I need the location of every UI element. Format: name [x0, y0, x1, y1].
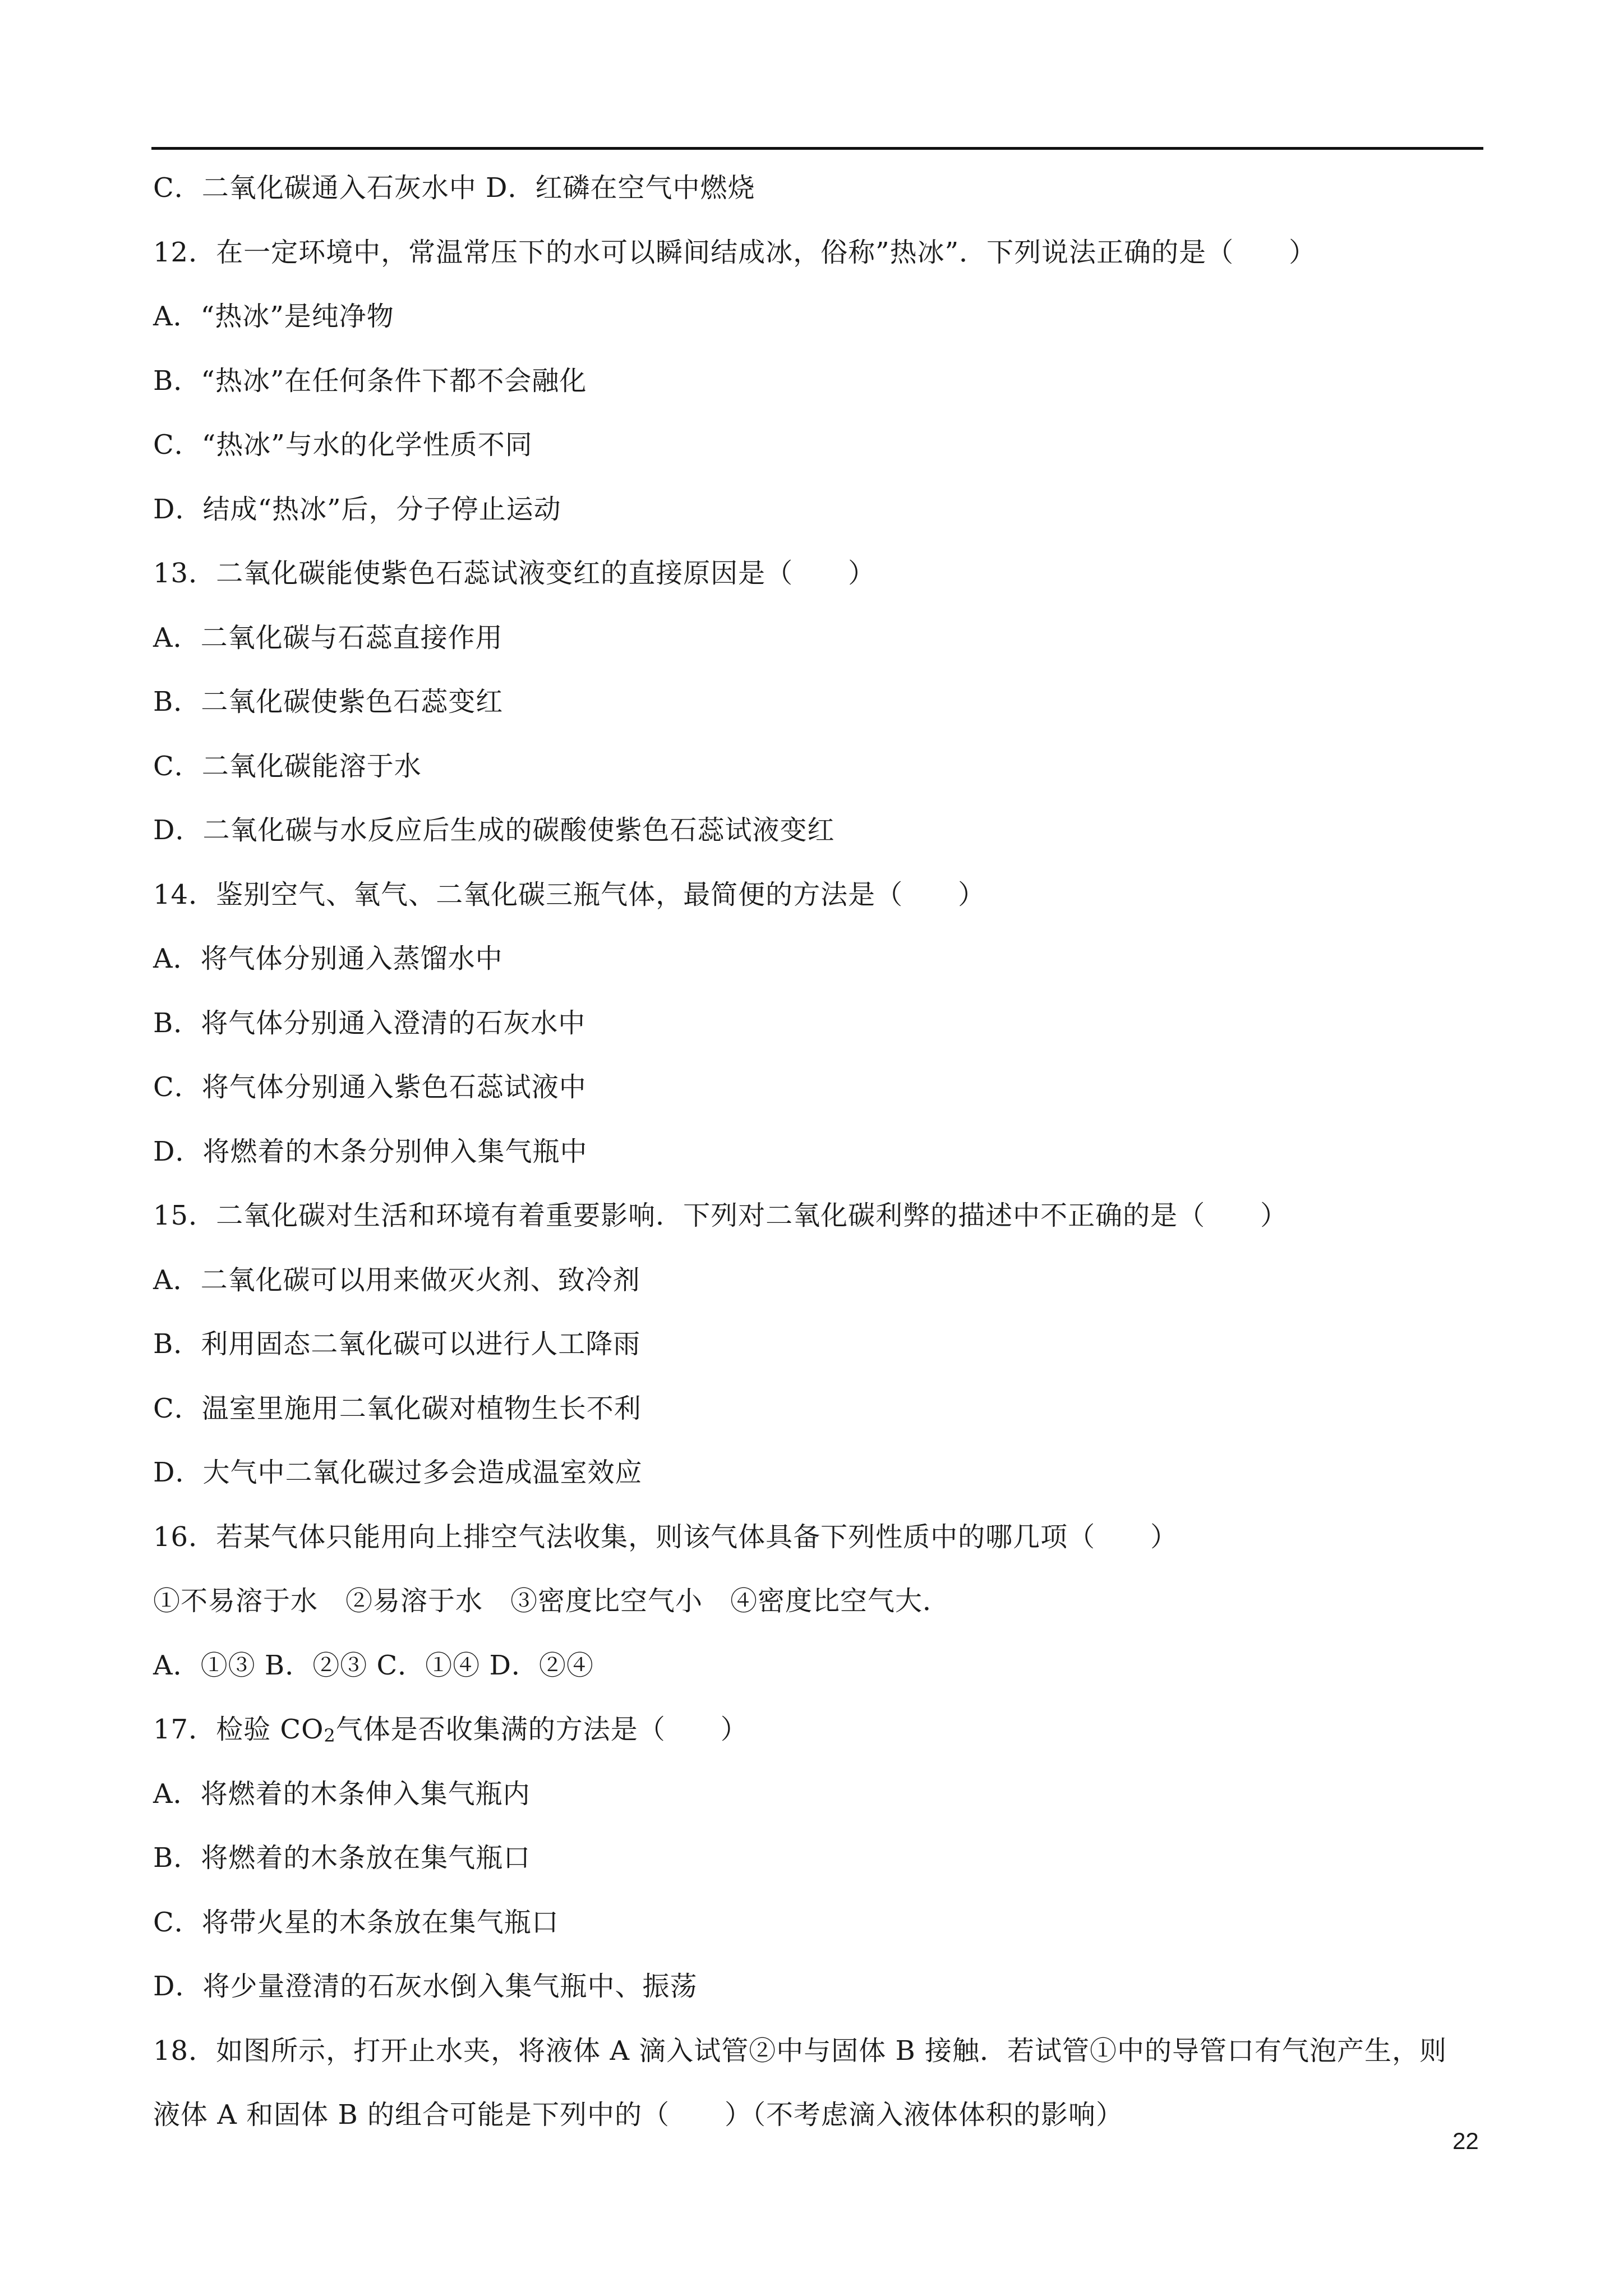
question-18-continued: 液体 A 和固体 B 的组合可能是下列中的（ ）（不考虑滴入液体体积的影响） [153, 2099, 1123, 2131]
question-17-text: 气体是否收集满的方法是（ ） [335, 1714, 748, 1745]
option-line: C．二氧化碳能溶于水 [153, 751, 422, 782]
option-line: D．二氧化碳与水反应后生成的碳酸使紫色石蕊试液变红 [153, 815, 835, 846]
subscript: 2 [324, 1725, 336, 1746]
question-17 [153, 1713, 748, 1752]
option-line: D．将少量澄清的石灰水倒入集气瓶中、振荡 [153, 1971, 698, 2002]
option-line: A．将气体分别通入蒸馏水中 [153, 943, 503, 974]
option-line: C．温室里施用二氧化碳对植物生长不利 [153, 1393, 642, 1424]
page-number: 22 [1453, 2128, 1479, 2154]
property-list: ①不易溶于水 ②易溶于水 ③密度比空气小 ④密度比空气大． [153, 1585, 951, 1617]
option-line: A．①③ B．②③ C．①④ D．②④ [153, 1650, 594, 1681]
option-line: C．“热冰”与水的化学性质不同 [153, 429, 533, 461]
question-18: 18．如图所示，打开止水夹，将液体 A 滴入试管②中与固体 B 接触．若试管①中的导管口有气泡产生，则 [153, 2035, 1447, 2067]
option-line: D．大气中二氧化碳过多会造成温室效应 [153, 1457, 643, 1488]
option-line: B．将燃着的木条放在集气瓶口 [153, 1842, 531, 1874]
option-line: D．将燃着的木条分别伸入集气瓶中 [153, 1136, 588, 1167]
question-16: 16．若某气体只能用向上排空气法收集，则该气体具备下列性质中的哪几项（ ） [153, 1521, 1178, 1553]
option-line: B．将气体分别通入澄清的石灰水中 [153, 1007, 586, 1039]
option-line: D．结成“热冰”后，分子停止运动 [153, 494, 561, 525]
question-15: 15．二氧化碳对生活和环境有着重要影响．下列对二氧化碳利弊的描述中不正确的是（ ） [153, 1200, 1288, 1231]
option-line: A．“热冰”是纯净物 [153, 301, 394, 332]
option-line: A．二氧化碳可以用来做灭火剂、致冷剂 [153, 1264, 640, 1296]
option-line: B．二氧化碳使紫色石蕊变红 [153, 686, 504, 717]
option-line: C．将带火星的木条放在集气瓶口 [153, 1907, 559, 1938]
question-13: 13．二氧化碳能使紫色石蕊试液变红的直接原因是（ ） [153, 558, 876, 589]
option-line: C．二氧化碳通入石灰水中 D．红磷在空气中燃烧 [153, 172, 755, 204]
question-12: 12．在一定环境中，常温常压下的水可以瞬间结成冰，俗称”热冰”．下列说法正确的是（ ） [153, 237, 1317, 268]
option-line: C．将气体分别通入紫色石蕊试液中 [153, 1071, 587, 1103]
header-rule [151, 147, 1483, 150]
question-14: 14．鉴别空气、氧气、二氧化碳三瓶气体，最简便的方法是（ ） [153, 879, 986, 910]
option-line: A．二氧化碳与石蕊直接作用 [153, 622, 503, 654]
option-line: B．利用固态二氧化碳可以进行人工降雨 [153, 1328, 641, 1360]
option-line: A．将燃着的木条伸入集气瓶内 [153, 1778, 531, 1810]
question-17-text: 17．检验 CO [153, 1714, 324, 1745]
option-line: B．“热冰”在任何条件下都不会融化 [153, 365, 587, 397]
